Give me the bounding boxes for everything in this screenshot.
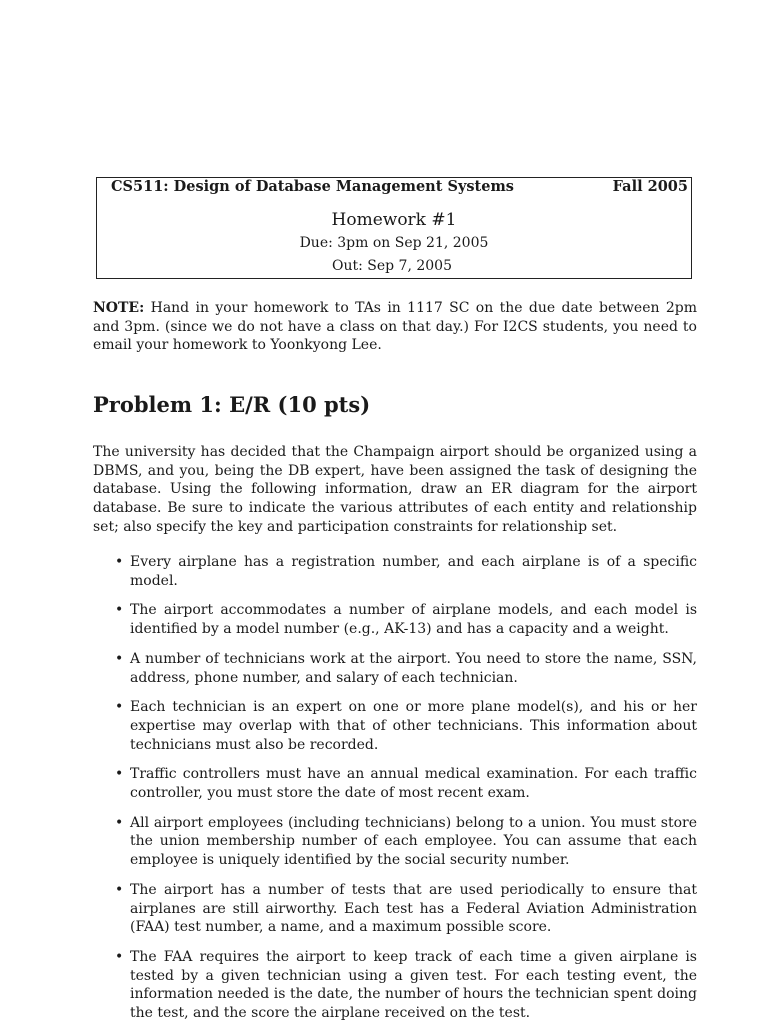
- course-title: CS511: Design of Database Management Systems: [111, 178, 514, 195]
- list-item-text: Every airplane has a registration number, and each airplane is of a specific model.: [130, 554, 697, 589]
- course-header-box: [96, 177, 692, 279]
- problem-intro: The university has decided that the Champaign airport should be organized using a DBMS, and you, being the DB expert, have been assigned the task of designing the database. Using the following information, draw an ER diagram for the airport database. Be sure to indicate the various attributes of each entity and relationship set; also specify the key and participation constraints for relationship set.: [93, 444, 697, 535]
- list-item-text: The FAA requires the airport to keep track of each time a given airplane is tested by a given technician using a given test. For each testing event, the information needed is the date, the number of hours the technician spent doing the test, and the score the airplane received on the test.: [130, 948, 697, 1022]
- list-item-text: The airport accommodates a number of airplane models, and each model is identified by a model number (e.g., AK-13) and has a capacity and a weight.: [130, 602, 697, 638]
- homework-title: Homework #1: [331, 210, 457, 230]
- list-item: [93, 650, 697, 687]
- list-item: [93, 553, 697, 590]
- list-item-text: All airport employees (including technicians) belong to a union. You must store the union membership number of each employee. You can assume that each employee is uniquely identified by the social security number.: [130, 814, 697, 869]
- bullet-icon: •: [115, 814, 124, 831]
- bullet-icon: •: [115, 602, 124, 619]
- requirements-list: [93, 553, 697, 1034]
- list-item: [93, 698, 697, 754]
- note-paragraph: [93, 299, 697, 355]
- note-text: Hand in your homework to TAs in 1117 SC on the due date between 2pm and 3pm. (since we do not have a class on that day.) For I2CS students, you need to email your homework to Yoonkyong Lee.: [93, 300, 698, 354]
- list-item-text: A number of technicians work at the airport. You need to store the name, SSN, address, phone number, and salary of each technician.: [130, 650, 697, 686]
- list-item: [93, 601, 697, 638]
- out-date: Out: Sep 7, 2005: [331, 258, 452, 274]
- bullet-icon: •: [115, 699, 124, 716]
- note-label: NOTE:: [93, 300, 145, 316]
- bullet-icon: •: [115, 881, 124, 898]
- bullet-icon: •: [115, 948, 124, 965]
- list-item: [93, 881, 697, 937]
- list-item: [93, 765, 697, 802]
- list-item-text: Each technician is an expert on one or more plane model(s), and his or her expertise may overlap with that of other technicians. This information about technicians must also be recorded.: [130, 699, 697, 753]
- term-label: Fall 2005: [612, 178, 688, 195]
- problem-heading: Problem 1: E/R (10 pts): [93, 392, 371, 417]
- list-item: [93, 814, 697, 870]
- due-date: Due: 3pm on Sep 21, 2005: [299, 235, 489, 251]
- list-item: [93, 948, 697, 1023]
- list-item-text: Traffic controllers must have an annual medical examination. For each traffic controller, you must store the date of most recent exam.: [130, 766, 697, 802]
- list-item-text: The airport has a number of tests that are used periodically to ensure that airplanes are still airworthy. Each test has a Federal Aviation Administration (FAA) test number, a name, and a maximum possible score.: [130, 881, 697, 936]
- bullet-icon: •: [115, 650, 124, 667]
- bullet-icon: •: [115, 554, 124, 570]
- bullet-icon: •: [115, 766, 124, 783]
